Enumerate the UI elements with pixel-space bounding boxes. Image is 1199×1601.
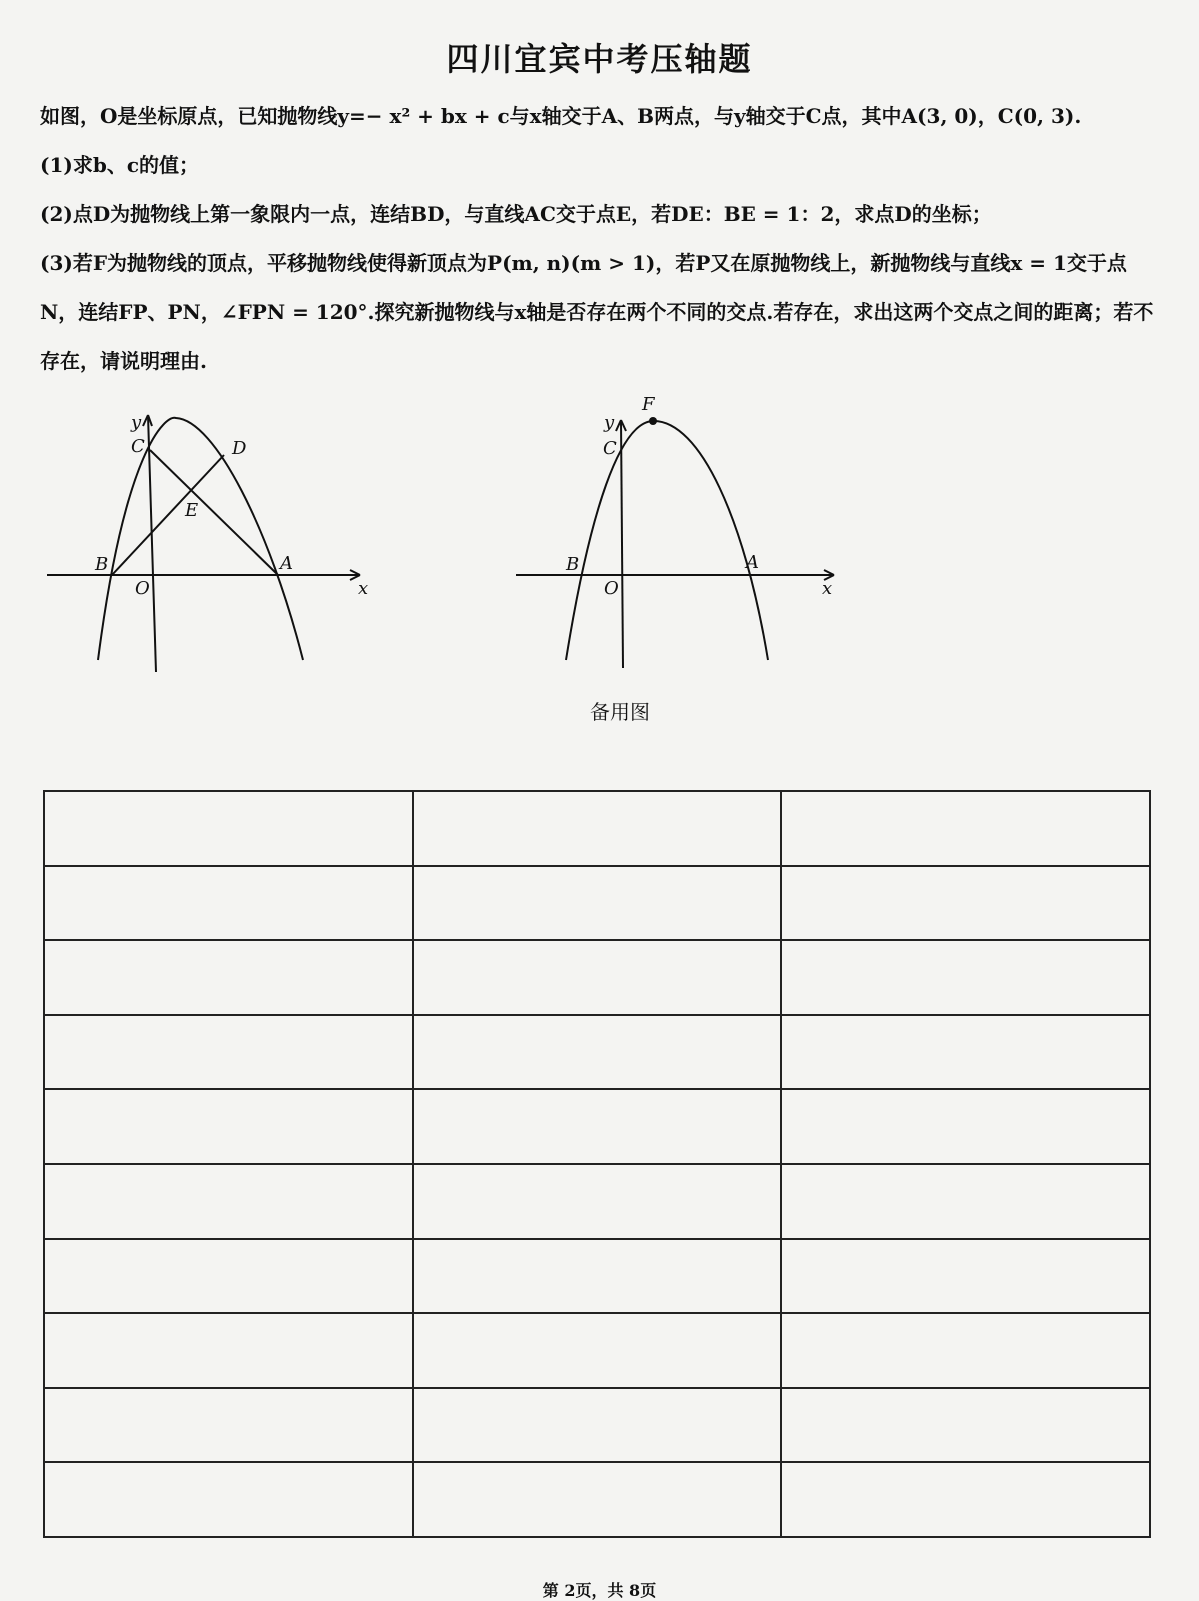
grid-cell (781, 1015, 1150, 1090)
grid-row (44, 1313, 1150, 1388)
grid-cell (413, 1015, 782, 1090)
grid-cell (781, 866, 1150, 941)
grid-row (44, 866, 1150, 941)
grid-row (44, 1388, 1150, 1463)
label-b: B (95, 554, 109, 575)
grid-cell (413, 1462, 782, 1537)
label-origin: O (604, 578, 619, 599)
grid-row (44, 1089, 1150, 1164)
grid-cell (44, 1239, 413, 1314)
problem-intro: 如图，O是坐标原点，已知抛物线y=− x² + bx + c与x轴交于A、B两点，与y轴交于C点，其中A(3, 0)，C(0, 3). (40, 104, 1082, 128)
label-c: C (131, 436, 145, 457)
label-y: y (604, 412, 615, 433)
page-footer: 第 2页，共 8页 (542, 1581, 657, 1600)
grid-cell (413, 1239, 782, 1314)
label-a: A (746, 552, 759, 573)
parabola-curve (98, 418, 303, 660)
figure-caption: 备用图 (590, 700, 650, 724)
grid-cell (413, 866, 782, 941)
line-bd (112, 455, 224, 575)
grid-cell (413, 940, 782, 1015)
label-f: F (642, 394, 655, 415)
grid-cell (413, 1089, 782, 1164)
grid-cell (44, 791, 413, 866)
grid-cell (781, 1089, 1150, 1164)
grid-cell (44, 1089, 413, 1164)
grid-cell (413, 791, 782, 866)
grid-cell (781, 791, 1150, 866)
grid-cell (413, 1388, 782, 1463)
label-a: A (280, 553, 293, 574)
grid-cell (44, 1015, 413, 1090)
label-b: B (566, 554, 580, 575)
answer-grid (43, 790, 1151, 1538)
label-e: E (185, 500, 199, 521)
question-3: (3)若F为抛物线的顶点，平移抛物线使得新顶点为P(m, n)(m > 1)，若P又在原抛物线上，新抛物线与直线x = 1交于点N，连结FP、PN，∠FPN = 120°.探究新抛物线与x轴是否存在两个不同的交点.若存在，求出这两个交点之间的距离；若不存在，请说明理由. (40, 251, 1154, 373)
page-title: 四川宜宾中考压轴题 (446, 40, 753, 78)
grid-row (44, 791, 1150, 866)
grid-cell (781, 1313, 1150, 1388)
grid-cell (44, 1313, 413, 1388)
grid-cell (413, 1164, 782, 1239)
grid-row (44, 1164, 1150, 1239)
label-d: D (232, 438, 247, 459)
label-origin: O (135, 578, 150, 599)
grid-row (44, 1239, 1150, 1314)
grid-cell (781, 1239, 1150, 1314)
grid-cell (44, 1388, 413, 1463)
label-x: x (822, 578, 833, 599)
question-1: (1)求b、c的值； (40, 153, 200, 177)
grid-row (44, 1015, 1150, 1090)
grid-row (44, 1462, 1150, 1537)
grid-cell (44, 1164, 413, 1239)
label-y: y (131, 412, 142, 433)
y-axis (621, 420, 623, 668)
label-x: x (358, 578, 369, 599)
grid-cell (781, 940, 1150, 1015)
grid-cell (781, 1462, 1150, 1537)
figure-backup (500, 385, 860, 685)
grid-row (44, 940, 1150, 1015)
question-2: (2)点D为抛物线上第一象限内一点，连结BD，与直线AC交于点E，若DE：BE = 1：2，求点D的坐标； (40, 202, 992, 226)
vertex-point (649, 417, 657, 425)
grid-cell (781, 1388, 1150, 1463)
grid-cell (44, 1462, 413, 1537)
figure-main (0, 395, 420, 695)
grid-cell (44, 866, 413, 941)
grid-cell (44, 940, 413, 1015)
grid-cell (413, 1313, 782, 1388)
grid-cell (781, 1164, 1150, 1239)
parabola-curve (566, 421, 768, 660)
label-c: C (603, 438, 617, 459)
